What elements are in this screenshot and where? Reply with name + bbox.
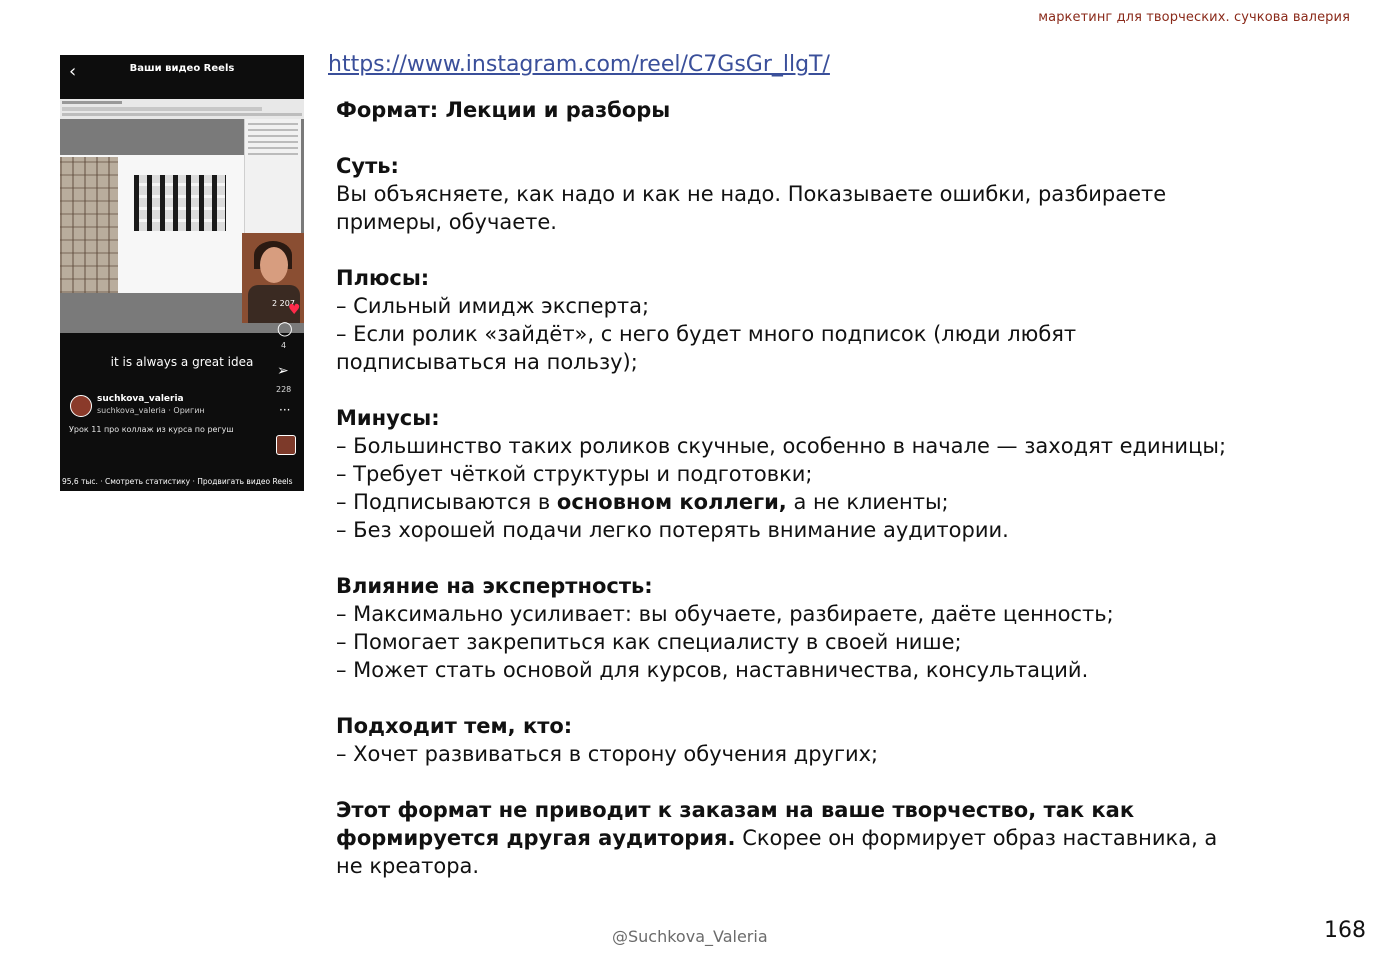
- audio-thumbnail-icon[interactable]: [276, 435, 296, 455]
- suits-title: Подходит тем, кто:: [336, 714, 573, 738]
- audio-label[interactable]: suchkova_valeria · Оригин: [97, 406, 205, 415]
- phone-topbar: [60, 55, 304, 99]
- cons-item: [336, 488, 1236, 516]
- cons-item: – Без хорошей подачи легко потерять внимание аудитории.: [336, 518, 1009, 542]
- send-icon[interactable]: ➢: [277, 363, 289, 379]
- influence-item: – Максимально усиливает: вы обучаете, разбираете, даёте ценность;: [336, 602, 1114, 626]
- conclusion: [336, 796, 1236, 880]
- comments-count: 4: [281, 341, 287, 350]
- influence-title: Влияние на экспертность:: [336, 574, 653, 598]
- cons-title: Минусы:: [336, 406, 440, 430]
- phone-title: Ваши видео Reels: [129, 63, 235, 74]
- reel-link[interactable]: https://www.instagram.com/reel/C7GsGr_llgT/: [328, 52, 830, 77]
- likes-count: 2 207: [272, 299, 295, 308]
- video-frame[interactable]: [60, 99, 304, 333]
- cons-item: – Большинство таких роликов скучные, особенно в начале — заходят единицы;: [336, 434, 1227, 458]
- collage-image-left: [60, 157, 118, 293]
- app-side-panel: [244, 119, 301, 249]
- footer-handle: @Suchkova_Valeria: [612, 927, 768, 946]
- format-heading: Формат: Лекции и разборы: [336, 98, 671, 122]
- collage-image-center: [134, 175, 226, 231]
- app-toolbar: [60, 99, 304, 119]
- cons-item-text: – Подписываются в: [336, 490, 557, 514]
- page-number: 168: [1324, 918, 1366, 943]
- suits-item: – Хочет развиваться в сторону обучения других;: [336, 742, 879, 766]
- influence-item: – Помогает закрепиться как специалисту в своей нише;: [336, 630, 962, 654]
- heart-icon[interactable]: ♥: [288, 302, 301, 318]
- chevron-left-icon[interactable]: ‹: [69, 61, 77, 82]
- conclusion-text: Скорее он формирует образ наставника, а не креатора.: [336, 826, 1218, 878]
- reel-description: Урок 11 про коллаж из курса по регуш: [69, 425, 234, 434]
- influence-item: – Может стать основой для курсов, наставничества, консультаций.: [336, 658, 1089, 682]
- username[interactable]: suchkova_valeria: [97, 394, 184, 404]
- essence-title: Суть:: [336, 154, 399, 178]
- cons-item: – Требует чёткой структуры и подготовки;: [336, 462, 813, 486]
- essence-text: Вы объясняете, как надо и как не надо. Показываете ошибки, разбираете примеры, обучаете.: [336, 182, 1167, 234]
- pros-item: – Если ролик «зайдёт», с него будет много подписок (люди любят подписываться на пользу);: [336, 322, 1077, 374]
- statistics-bar[interactable]: 95,6 тыс. · Смотреть статистику · Продвигать видео Reels: [62, 477, 293, 486]
- header-brand: маркетинг для творческих. сучкова валерия: [1038, 10, 1350, 25]
- pros-title: Плюсы:: [336, 266, 430, 290]
- main-content: [336, 96, 1236, 880]
- shares-count: 228: [276, 385, 292, 394]
- avatar[interactable]: [70, 395, 92, 417]
- more-icon[interactable]: ···: [279, 403, 291, 417]
- reel-screenshot: [60, 55, 304, 491]
- cons-item-emphasis: основном коллеги,: [556, 490, 787, 514]
- presentation-slide: [60, 155, 244, 293]
- cons-item-text: а не клиенты;: [786, 490, 949, 514]
- pros-item: – Сильный имидж эксперта;: [336, 294, 650, 318]
- comment-icon[interactable]: ◯: [277, 321, 293, 337]
- video-caption: it is always a great idea: [110, 355, 254, 369]
- conclusion-emphasis: Этот формат не приводит к заказам на ваше творчество, так как формируется другая аудитория.: [336, 798, 1135, 850]
